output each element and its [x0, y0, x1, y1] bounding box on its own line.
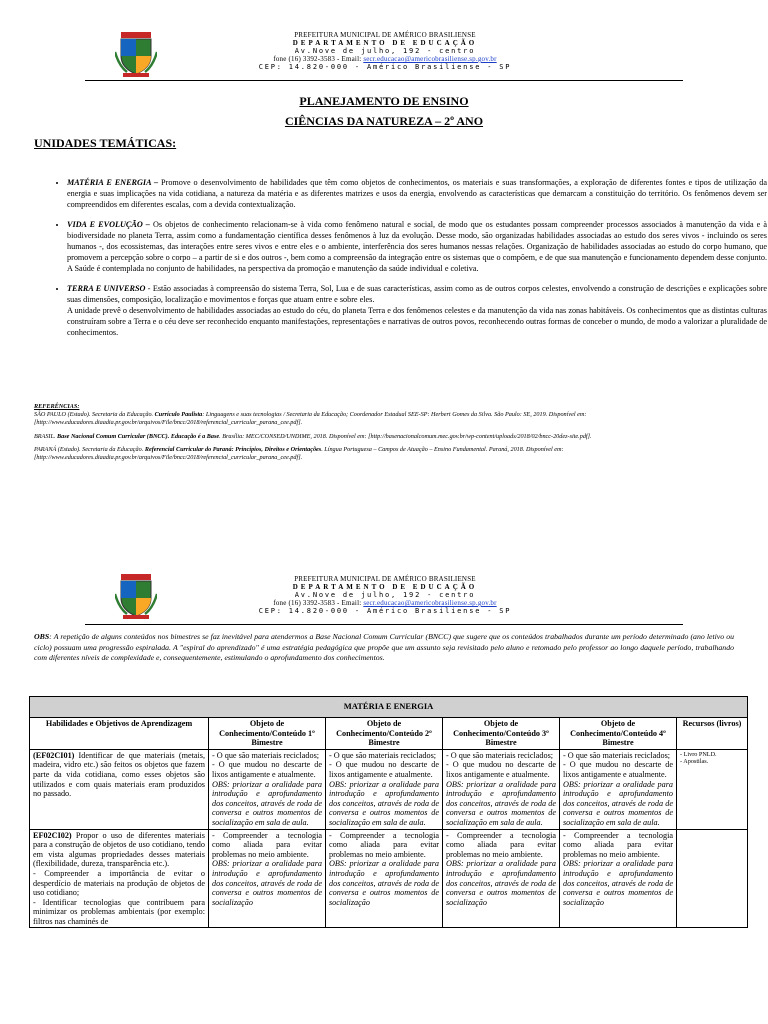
header-line-1: PREFEITURA MUNICIPAL DE AMÉRICO BRASILIENSE	[294, 575, 476, 583]
table-header-row	[30, 718, 748, 750]
list-item: • VIDA E EVOLUÇÃO – Os objetos de conhecimento relacionam-se à vida como fenômeno natural e social, de modo que os estudantes possam compreender processos associados à manutenção da vida e à biodiversidade no planeta Terra, assim como a fundamentação científica desses fenômenos à luz da evolução. Desse modo, são organizadas habilidades associadas ao estudo dos seres vivos - incluindo os seres humanos -, dos ecossistemas, das interações entre seres vivos e entre eles e o ambiente, interferência dos seres humanos nessas relações. Organização de habilidades associadas ao estudo do corpo humano, que promovem a percepção sobre o corpo – a partir de si e dos outros -, bem como a compreensão da integração entre os sistemas que o compõem, e de que sua manutenção e funcionamento dependem desse conjunto. A Saúde é contemplada no conjunto de habilidades, na perspectiva da promoção e manutenção da saúde individual e coletiva.	[67, 220, 767, 274]
letterhead-page-2	[0, 568, 768, 638]
email-link[interactable]: secr.educacao@americobrasiliense.sp.gov.br	[363, 55, 497, 63]
column-header: Objeto de Conhecimento/Conteúdo 1º Bimestre	[209, 718, 326, 750]
header-line-3: Av.Nove de julho, 192 - centro	[294, 47, 476, 55]
resources-cell	[677, 829, 748, 928]
column-header: Objeto de Conhecimento/Conteúdo 3º Bimestre	[443, 718, 560, 750]
skill-cell: EF02CI02) Propor o uso de diferentes materiais para a construção de objetos de uso cotidiano, tendo em vista algumas propriedades desses materiais (flexibilidade, dureza, transparência etc.). - Compreender a importância de evitar o desperdício de materiais na produção de objetos de uso cotidiano; - Identificar tecnologias que contribuem para minimizar os problemas ambientais (por exemplo: filtros nas chaminés de	[30, 829, 209, 928]
reference-item: BRASIL. Base Nacional Comum Curricular (BNCC). Educação é a Base. Brasília: MEC/CONSED/UNDIME, 2018. Disponível em: [http://basenacionalcomum.mec.gov.br/wp-content/uploads/2018/02/bncc-20dez-site.pdf].	[34, 432, 592, 440]
table-row	[30, 829, 748, 928]
header-line-4: fone (16) 3392-3583 - Email: secr.educacao@americobrasiliense.sp.gov.br	[273, 599, 497, 607]
page-title: PLANEJAMENTO DE ENSINO	[299, 94, 469, 108]
municipal-coat-of-arms-icon	[115, 574, 157, 620]
municipal-coat-of-arms-icon	[115, 32, 157, 78]
email-link[interactable]: secr.educacao@americobrasiliense.sp.gov.br	[363, 599, 497, 607]
content-cell: - Compreender a tecnologia como aliada para evitar problemas no meio ambiente. OBS: priorizar a oralidade para introdução e aprofundamento dos conceitos, através de roda de conversa e outros momentos de socialização	[443, 829, 560, 928]
content-cell: - O que são materiais reciclados; - O que mudou no descarte de lixos antigamente e atualmente. OBS: priorizar a oralidade para introdução e aprofundamento dos conceitos, através de roda de conversa e outros momentos de socialização em sala de aula.	[209, 749, 326, 829]
reference-item: SÃO PAULO (Estado). Secretaria da Educação. Currículo Paulista: Linguagens e suas tecnologias / Secretaria da Educação; Coordenador Estadual SEE-SP: Herbert Gomes da Silva. São Paulo: SE, 2019. Disponível em: [http://www.educadores.diaadia.pr.gov.br/arquivos/File/bncc/2018/referencial_curricular_parana_cee.pdf].	[34, 411, 587, 427]
header-line-1: PREFEITURA MUNICIPAL DE AMÉRICO BRASILIENSE	[294, 31, 476, 39]
header-line-2: DEPARTAMENTO DE EDUCAÇÃO	[292, 583, 478, 591]
content-cell: - O que são materiais reciclados; - O que mudou no descarte de lixos antigamente e atualmente. OBS: priorizar a oralidade para introdução e aprofundamento dos conceitos, através de roda de conversa e outros momentos de socialização em sala de aula.	[560, 749, 677, 829]
references-heading: REFERÊNCIAS:	[34, 403, 80, 410]
column-header: Objeto de Conhecimento/Conteúdo 4º Bimestre	[560, 718, 677, 750]
header-line-5: CEP: 14.820-000 - Américo Brasiliense - SP	[258, 607, 512, 615]
header-rule	[85, 80, 683, 81]
column-header: Habilidades e Objetivos de Aprendizagem	[30, 718, 209, 750]
letterhead	[0, 26, 768, 96]
reference-item: PARANÁ (Estado). Secretaria da Educação. Referencial Curricular do Paraná: Princípios, Direitos e Orientações. Língua Portuguesa – Campos de Atuação – Ensino Fundamental. Paraná, 2018. Disponível em: [http://www.educadores.diaadia.pr.gov.br/arquivos/File/bncc/2018/referencial_curricular_parana_cee.pdf].	[34, 445, 564, 462]
section-heading: UNIDADES TEMÁTICAS:	[34, 136, 177, 150]
references	[34, 403, 734, 467]
content-cell: - Compreender a tecnologia como aliada para evitar problemas no meio ambiente. OBS: priorizar a oralidade para introdução e aprofundamento dos conceitos, através de roda de conversa e outros momentos de socialização	[560, 829, 677, 928]
page-subtitle: CIÊNCIAS DA NATUREZA – 2º ANO	[284, 114, 484, 128]
list-item: • TERRA E UNIVERSO - Estão associadas à compreensão do sistema Terra, Sol, Lua e de suas características, assim como as de outros corpos celestes, envolvendo a construção de descrições e explicações sobre suas dimensões, composição, localização e movimentos e forças que atuam entre e sobre eles. A unidade prevê o desenvolvimento de habilidades associadas ao estudo do céu, do planeta Terra e dos fenômenos celestes e da manutenção da vida nas zonas habitáveis. Os conhecimentos que as distintas culturas construíram sobre a Terra e o céu deve ser reconhecido enquanto manifestações, representações e narrativas de outros povos, reconhecendo outras formas de conceber o mundo, de modo a valorizar a pluralidade de conhecimentos.	[67, 284, 767, 338]
thematic-units-list	[34, 178, 767, 348]
header-line-2: DEPARTAMENTO DE EDUCAÇÃO	[292, 39, 478, 47]
skill-cell: (EF02CI01) Identificar de que materiais (metais, madeira, vidro etc.) são feitos os objetos que fazem parte da vida cotidiana, como esses objetos são utilizados e com quais materiais eram produzidos no passado.	[30, 749, 209, 829]
obs-note: OBS: A repetição de alguns conteúdos nos bimestres se faz inevitável para atendermos a Base Nacional Comum Curricular (BNCC) que sugere que os conteúdos trabalhados durante um período determinado (ano letivo ou ciclo) possuam uma progressão espiralada. A "espiral do aprendizado" é uma estratégia pedagógica que propõe que um assunto seja revisitado pelo aluno e retomado pelo professor ao longo daquele período, trabalhando com diferentes níveis de complexidade e, consequentemente, estimulando o aprofundamento dos conhecimentos.	[34, 632, 734, 663]
list-item: • MATÉRIA E ENERGIA – Promove o desenvolvimento de habilidades que têm como objetos de conhecimentos, os materiais e suas transformações, a exploração de diferentes fontes e tipos de utilização da energia e suas implicações na vida cotidiana, a natureza da matéria e as diferentes matrizes e usos da energia, envolvendo as características que demarcam a constituição do território. Os fenômenos devem ser compreendidos em diferentes escalas, com a devida contextualização.	[67, 178, 767, 210]
resources-cell: - Livro PNLD. - Apostilas.	[677, 749, 748, 829]
content-cell: - O que são materiais reciclados; - O que mudou no descarte de lixos antigamente e atualmente. OBS: priorizar a oralidade para introdução e aprofundamento dos conceitos, através de roda de conversa e outros momentos de socialização em sala de aula.	[443, 749, 560, 829]
header-line-3: Av.Nove de julho, 192 - centro	[294, 591, 476, 599]
content-cell: - O que são materiais reciclados; - O que mudou no descarte de lixos antigamente e atualmente. OBS: priorizar a oralidade para introdução e aprofundamento dos conceitos, através de roda de conversa e outros momentos de socialização em sala de aula.	[326, 749, 443, 829]
content-cell: - Compreender a tecnologia como aliada para evitar problemas no meio ambiente. OBS: priorizar a oralidade para introdução e aprofundamento dos conceitos, através de roda de conversa e outros momentos de socialização	[209, 829, 326, 928]
header-rule	[85, 624, 683, 625]
planning-table	[29, 696, 748, 928]
table-row	[30, 749, 748, 829]
column-header: Objeto de Conhecimento/Conteúdo 2º Bimestre	[326, 718, 443, 750]
column-header: Recursos (livros)	[677, 718, 748, 750]
header-line-5: CEP: 14.820-000 - Américo Brasiliense - SP	[258, 63, 512, 71]
content-cell: - Compreender a tecnologia como aliada para evitar problemas no meio ambiente. OBS: priorizar a oralidade para introdução e aprofundamento dos conceitos, através de roda de conversa e outros momentos de socialização	[326, 829, 443, 928]
header-line-4: fone (16) 3392-3583 - Email: secr.educacao@americobrasiliense.sp.gov.br	[273, 55, 497, 63]
table-banner: MATÉRIA E ENERGIA	[30, 697, 748, 718]
